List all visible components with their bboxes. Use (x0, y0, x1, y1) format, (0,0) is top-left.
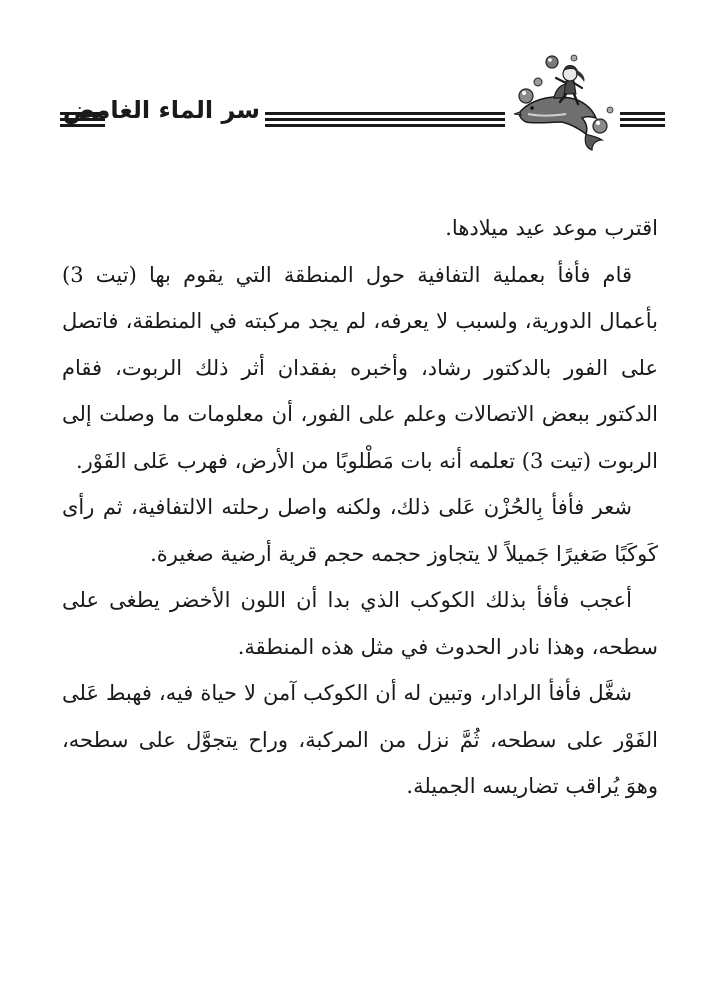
page-header (60, 52, 665, 172)
paragraph: شعر فأفأ بِالحُزْن عَلى ذلك، ولكنه واصل رحلته الالتفافية، ثم رأى كَوكَبًا صَغيرًا جَميلاً لا يتجاوز حجمه حجم قرية أرضية صغيرة. (62, 495, 658, 566)
paragraph: اقترب موعد عيد ميلادها. (445, 216, 658, 240)
paragraph: شغَّل فأفأ الرادار، وتبين له أن الكوكب آمن لا حياة فيه، فهبط عَلى الفَوْر على سطحه، ثُمَّ نزل من المركبة، وراح يتجوَّل على سطحه، وهوَ يُراقب تضاريسه الجميلة. (62, 681, 658, 798)
book-title: سر الماء الغامض (62, 96, 260, 124)
header-rule-middle (265, 112, 505, 127)
paragraph: قام فأفأ بعملية التفافية حول المنطقة التي يقوم بها (تيت 3) بأعمال الدورية، ولسبب لا يعرفه، لم يجد مركبته في المنطقة، فاتصل على الفور بالدكتور رشاد، وأخبره بفقدان أثر ذلك الربوت، فقام الدكتور ببعض الاتصالات وعلم على الفور، أن معلومات ما وصلت إلى الربوت (تيت 3) تعلمه أنه بات مَطْلوبًا من الأرض، فهرب عَلى الفَوْر. (62, 262, 658, 473)
story-text (62, 205, 658, 810)
header-rule-right (620, 112, 665, 127)
paragraph: أعجب فأفأ بذلك الكوكب الذي بدا أن اللون الأخضر يطغى على سطحه، وهذا نادر الحدوث في مثل هذه المنطقة. (62, 588, 658, 659)
girl-riding-dolphin-icon (512, 52, 616, 152)
